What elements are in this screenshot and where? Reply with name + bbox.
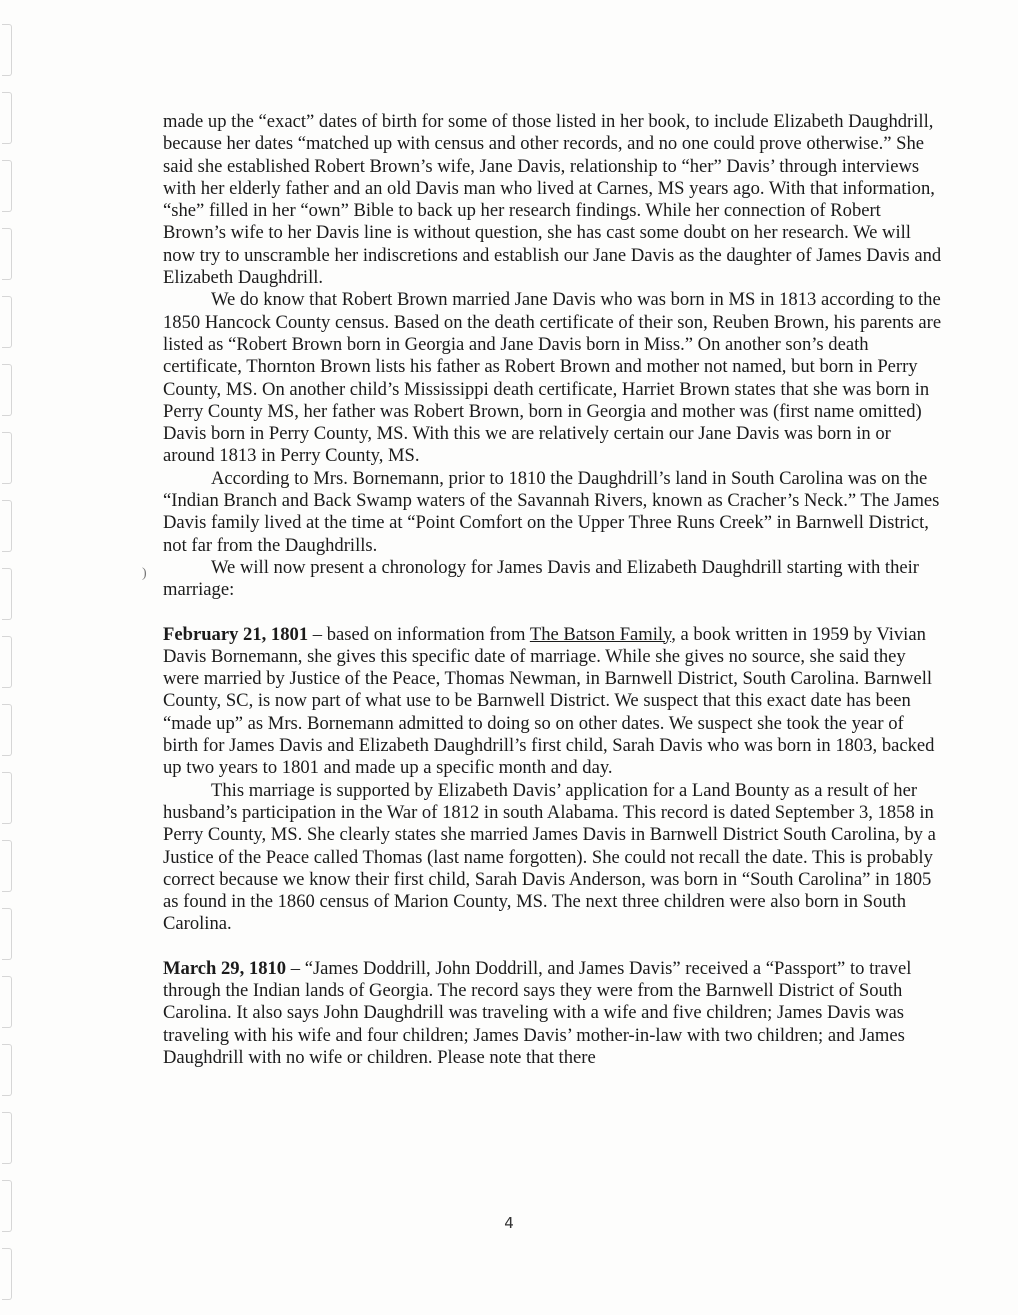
entry-date: March 29, 1810 — [163, 957, 287, 979]
binder-hole — [2, 92, 12, 144]
binder-hole — [2, 704, 12, 756]
binder-hole — [2, 636, 12, 688]
binder-hole — [2, 500, 12, 552]
entry-text: – based on information from — [308, 623, 530, 645]
paragraph-continuation: made up the “exact” dates of birth for some of those listed in her book, to include Elizabeth Daughdrill, because her dates “matched up with census and other records, and no one could prove otherwise.” She said she established Robert Brown’s wife, Jane Davis, relationship to “her” Davis’ through interviews with her elderly father and an old Davis man who lived at Carnes, MS years ago. With that information, “she” filled in her “own” Bible to back up her research findings. While her connection of Robert Brown’s wife to her Davis line is without question, she has cast some doubt on her research. We will now try to unscramble her indiscretions and establish our Jane Davis as the daughter of James Davis and Elizabeth Daughdrill. — [163, 111, 942, 289]
entry-february-1801 — [163, 624, 943, 780]
binder-hole — [2, 1044, 12, 1096]
binder-hole — [2, 432, 12, 484]
binder-hole — [2, 364, 12, 416]
book-title: The Batson Family — [529, 623, 672, 645]
entry-march-1810 — [163, 958, 943, 1069]
paragraph-robert-brown: We do know that Robert Brown married Jane Davis who was born in MS in 1813 according to the 1850 Hancock County census. Based on the death certificate of their son, Reuben Brown, his parents are listed as “Robert Brown born in Georgia and Jane Davis born in Miss.” On another son’s death certificate, Thornton Brown lists his father as Robert Brown and mother not named, but born in Perry County, MS. On another child’s Mississippi death certificate, Harriet Brown states that she was born in Perry County MS, her father was Robert Brown, born in Georgia and mother was (first name omitted) Davis born in Perry County, MS. With this we are relatively certain our Jane Davis was born in or around 1813 in Perry County, MS. — [163, 289, 942, 467]
entry-date: February 21, 1801 — [163, 623, 309, 645]
binder-hole — [2, 1112, 12, 1164]
binder-hole — [2, 840, 12, 892]
binder-hole — [2, 772, 12, 824]
paragraph-land-bounty: This marriage is supported by Elizabeth Davis’ application for a Land Bounty as a result of her husband’s participation in the War of 1812 in south Alabama. This record is dated September 3, 1858 in Perry County, MS. She clearly states she married James Davis in Barnwell District South Carolina, by a Justice of the Peace called Thomas (last name forgotten). She could not recall the date. This is probably correct because we know their first child, Sarah Davis Anderson, was born in “South Carolina” in 1805 as found in the 1860 census of Marion County, MS. The next three children were also born in South Carolina. — [163, 779, 936, 935]
paragraph-chronology-intro: We will now present a chronology for James Davis and Elizabeth Daughdrill starting with their marriage: — [163, 556, 919, 601]
stray-mark: ) — [142, 566, 147, 581]
page-number: 4 — [504, 1214, 514, 1232]
binder-hole — [2, 160, 12, 212]
document-body — [163, 111, 943, 1069]
binder-hole — [2, 976, 12, 1028]
binder-hole — [2, 1248, 12, 1300]
binder-hole — [2, 228, 12, 280]
entry-text: – “James Doddrill, John Doddrill, and James Davis” received a “Passport” to travel through the Indian lands of Georgia. The record says they were from the Barnwell District of South Carolina. It also says John Daughdrill was traveling with a wife and five children; James Davis was traveling with his wife and four children; James Davis’ mother-in-law with two children; and James Daughdrill with no wife or children. Please note that there — [163, 957, 912, 1068]
binder-hole — [2, 24, 12, 76]
binder-hole — [2, 908, 12, 960]
binder-hole — [2, 296, 12, 348]
entry-text: , a book written in 1959 by Vivian Davis Bornemann, she gives this specific date of marriage. While she gives no source, she said they were married by Justice of the Peace, Thomas Newman, in Barnwell District, South Carolina. Barnwell County, SC, is now part of what use to be Barnwell District. We suspect that this exact date has been “made up” as Mrs. Bornemann admitted to doing so on other dates. We suspect she took the year of birth for James Davis and Elizabeth Daughdrill’s first child, Sarah Davis who was born in 1803, backed up two years to 1801 and made up a specific month and day. — [163, 623, 935, 779]
paragraph-bornemann-land: According to Mrs. Bornemann, prior to 1810 the Daughdrill’s land in South Carolina was on the “Indian Branch and Back Swamp waters of the Savannah Rivers, known as Cracher’s Neck.” The James Davis family lived at the time at “Point Comfort on the Upper Three Runs Creek” in Barnwell District, not far from the Daughdrills. — [163, 467, 940, 556]
binder-hole — [2, 568, 12, 620]
